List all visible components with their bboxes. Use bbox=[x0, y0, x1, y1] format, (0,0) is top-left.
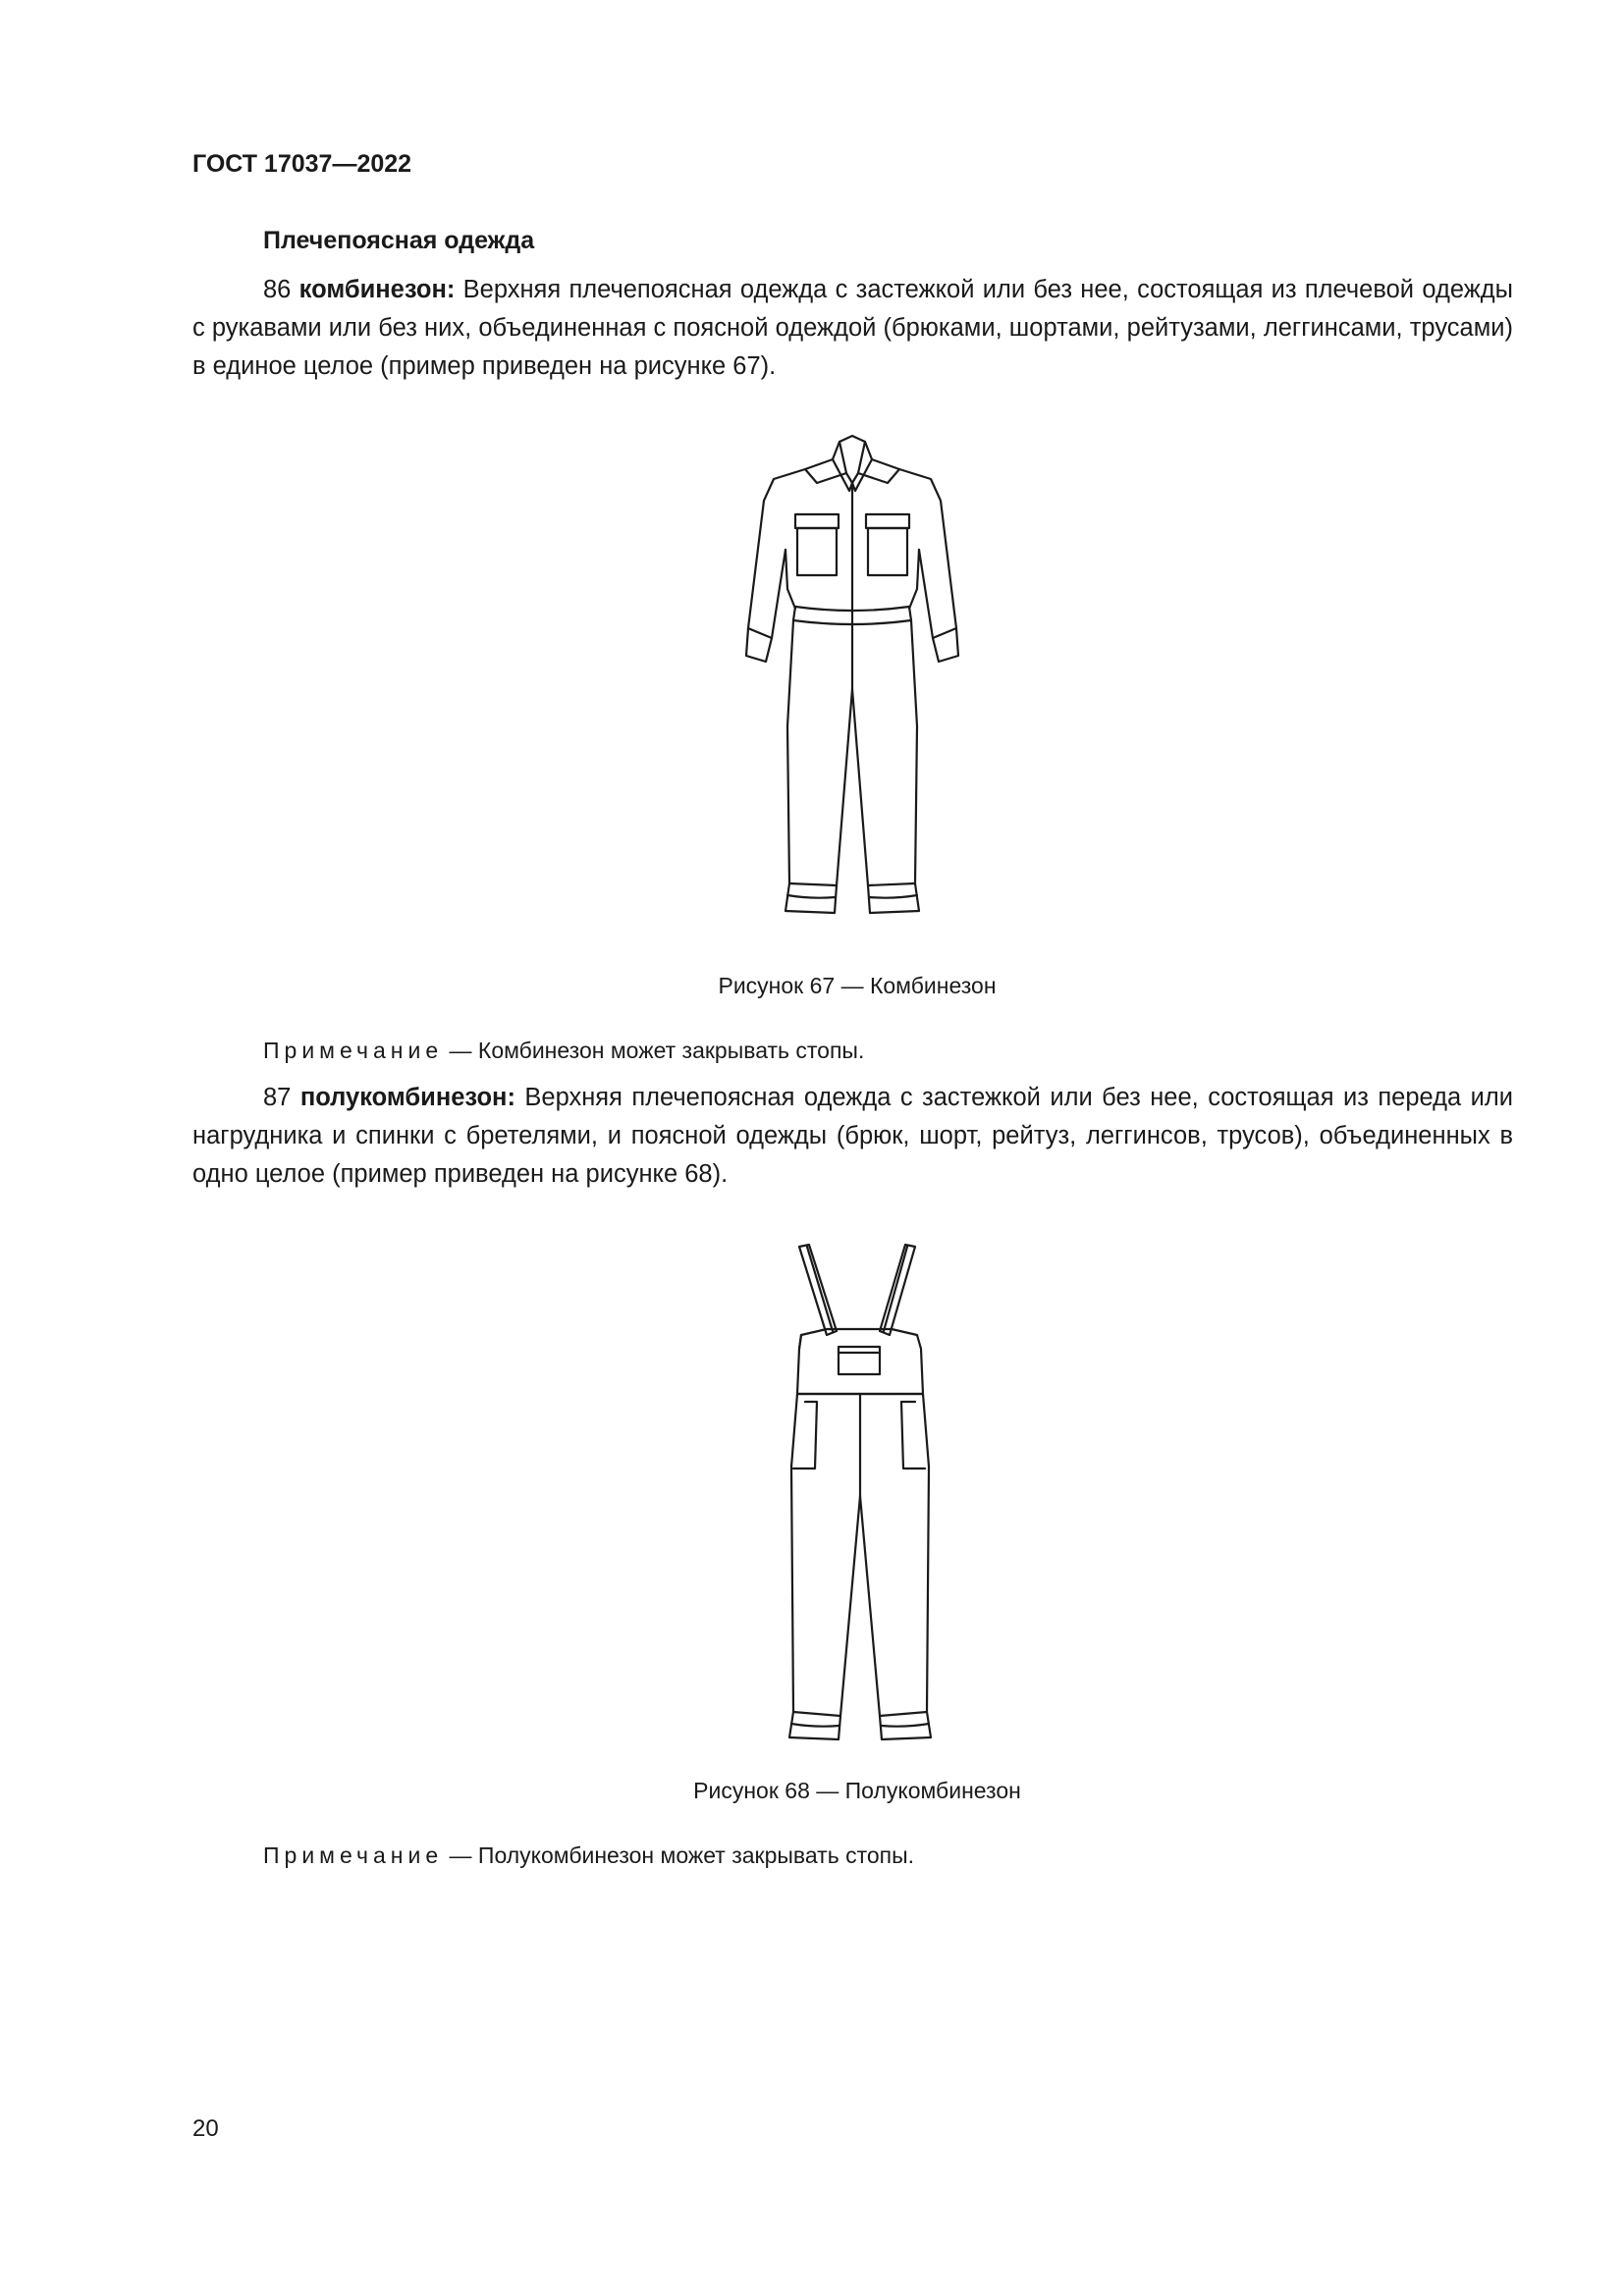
term-86-paragraph bbox=[192, 271, 1513, 386]
note-68-label: Примечание bbox=[263, 1842, 444, 1868]
figure-67-caption: Рисунок 67 — Комбинезон bbox=[718, 973, 997, 998]
term-87-paragraph bbox=[192, 1079, 1513, 1194]
note-67 bbox=[263, 1038, 864, 1064]
term-87-number: 87 bbox=[263, 1084, 292, 1111]
term-87-term: полукомбинезон: bbox=[299, 1084, 515, 1111]
section-title: Плечепоясная одежда bbox=[263, 227, 535, 254]
coverall-illustration bbox=[736, 432, 972, 942]
note-68 bbox=[263, 1842, 914, 1869]
term-86-text-first: Верхняя плечепоясная одежда с застежкой или без нее, состоящая из плечевой bbox=[455, 276, 1415, 303]
document-header: ГОСТ 17037—2022 bbox=[192, 150, 412, 178]
note-67-text: — Комбинезон может закрывать стопы. bbox=[443, 1038, 865, 1063]
page-number: 20 bbox=[192, 2115, 219, 2142]
term-86-text-rest: одежды с рукавами или без них, объединенная с поясной одеждой (брюками, шортами, рейтузами, леггинсами, трусами) в единое целое (пример приведен на рисунке 67). bbox=[192, 276, 1513, 380]
note-67-label: Примечание bbox=[263, 1038, 444, 1063]
term-86-number: 86 bbox=[263, 276, 292, 303]
term-87-text: Верхняя плечепоясная одежда с застежкой или без нее, состоящая из переда или нагрудника и спинки с бретелями, и поясной одежды (брюк, шорт, рейтуз, леггинсов, трусов), объединенных в одно целое (пример приведен на рисунке 68). bbox=[192, 1084, 1513, 1188]
note-68-text: — Полукомбинезон может закрывать стопы. bbox=[443, 1842, 915, 1868]
bib-overall-illustration bbox=[776, 1241, 943, 1751]
figure-68-caption: Рисунок 68 — Полукомбинезон bbox=[693, 1778, 1021, 1803]
term-86-term: комбинезон: bbox=[298, 276, 456, 303]
